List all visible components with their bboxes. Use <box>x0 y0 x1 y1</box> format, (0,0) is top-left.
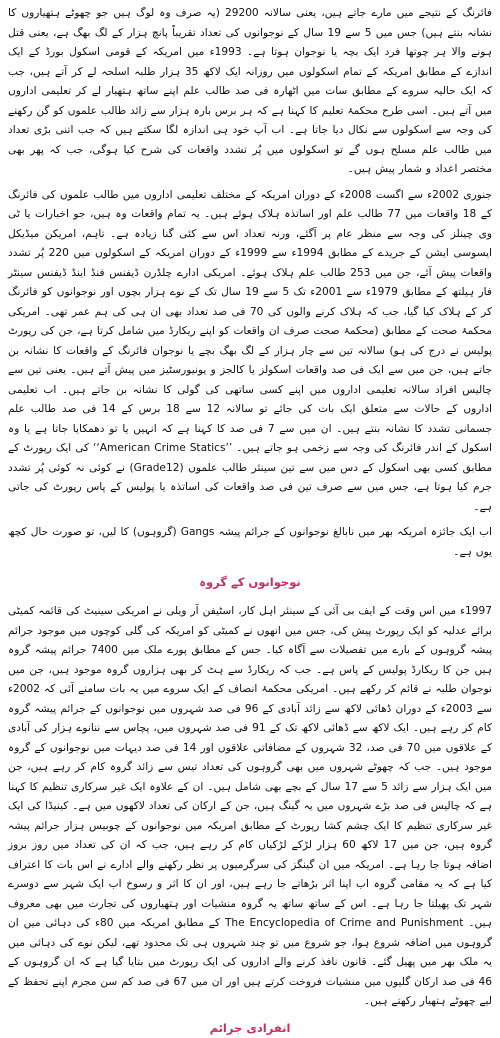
article-paragraph: جنوری 2002ء سے اگست 2008ء کے دوران امریکہ کے مختلف تعلیمی اداروں میں طالب علموں کی فائرنگ کے 18 واقعات میں 77 طالب علم اور اساتذہ ہلاک ہوئے ہیں۔ یہ تمام واقعات وہ ہیں، جو اخبارات یا ٹی وی چینلز کی وجہ سے منظر عام پر آگئے، ورنہ تعداد اس سے کئی گنا زیادہ ہے۔ تاہم، امریکن میڈیکل ایسوسی ایشن کے جریدے کے مطابق 1994ء سے 1999ء کے دوران امریکہ کے اسکولوں میں 220 پُر تشدد واقعات پیش آئے، جن میں 253 طالب علم ہلاک ہوئے۔ امریکی ادارے چلڈرن ڈیفنس فنڈ اینڈ ڈیفنس سینٹر فار ہیلتھ کے مطابق 1979ء سے 2001ء تک 5 سے 19 سال تک کے نوے ہزار بچوں اور نوجوانوں کو فائرنگ کر کے ہلاک کیا گیا، جب کہ ہلاک کرنے والوں کی 70 فی صد تعداد بھی ان ہی کی ہم عمر تھی۔ امریکی محکمۂ صحت کے مطابق (محکمۂ صحت صرف ان واقعات کو اپنے ریکارڈ میں شامل کرتا ہے، جن کی رپورٹ پولیس نے درج کی ہو) سالانہ تین سے چار ہزار کے لگ بھگ بچے یا نوجوان فائرنگ کے واقعات کا نشانہ بن جاتے ہیں، جن میں سے ایک فی صد واقعات اسکولز یا کالجز و یونیورسٹیز میں پیش آتے ہیں۔ یعنی تین سے چالیس افراد سالانہ تعلیمی اداروں میں اپنے کسی ساتھی کی گولی کا نشانہ بن جاتے ہیں۔ اب تعلیمی اداروں کے حالات سے متعلق ایک بات کی جائے تو سالانہ 12 سے 18 برس کے 14 فی صد طالب علم جسمانی تشدد کا نشانہ بنتے ہیں۔ ان میں سے 7 فی صد کا کہنا ہے کہ انہیں یا تو دھمکایا جاتا ہے یا وہ اسکول کے اندر فائرنگ کی وجہ سے زخمی ہو جاتے ہیں۔ ’’American Crime Statics‘‘ کی ایک رپورٹ کے مطابق کسی بھی اسکول کے دس میں سے تین سینئر طالب علموں (Grade12) نے کوئی نہ کوئی پُر تشدد جرم کیا ہوتا ہے، جس میں سے صرف تین فی صد واقعات کی اساتذہ یا پولیس کے پاس رپورٹ کی جاتی ہے۔ <box>8 188 493 513</box>
article-paragraph: 1997ء میں اس وقت کے ایف بی آئی کے سینئر اہل کار، اسٹیفن آر ویلی نے امریکی سینیٹ کی قائمہ کمیٹی برائے عدلیہ کو ایک رپورٹ پیش کی، جس میں انھوں نے کمیٹی کو امریکہ کی گلی کوچوں میں موجود جرائم پیشہ گروہوں کے بارے میں تفصیلات سے آگاہ کیا۔ جس کے مطابق پورے ملک میں 7400 جرائم پیشہ گروہ ہیں جن کا ریکارڈ پولیس کے پاس ہے۔ جب کہ ریکارڈ سے ہٹ کر بھی ہزاروں گروہ موجود ہیں، جن میں نوجوان طلبہ نے قائم کر رکھے ہیں۔ امریکی محکمۂ انصاف کے ایک سروے میں یہ بات سامنے آئی کہ 2002ء سے 2003ء کے دوران ڈھائی لاکھ سے زائد آبادی کے 96 فی صد شہروں میں نوجوانوں کے جرائم پیشہ گروہ کام کر رہے ہیں۔ ایک لاکھ سے ڈھائی لاکھ تک کے 91 فی صد شہروں میں، پچاس سے ننانوے ہزار کی آبادی کے علاقوں میں 70 فی صد، 32 شہروں کے مضافاتی علاقوں اور 14 فی صد دیہات میں نوجوانوں کے گروہ موجود ہیں۔ جب کہ چھوٹے شہروں میں بھی گروہوں کی تعداد تیس سے زائد گروہ کام کر رہے ہیں، جن میں ایک ہزار سے زائد 5 سے 17 سال کے بچے بھی شامل ہیں۔ ان کے علاوہ ایک غیر سرکاری تنظیم کا کہنا ہے کہ چالیس فی صد بڑے شہروں میں یہ گینگ ہیں، جن کے ارکان کی تعداد لاکھوں میں ہے۔ کینیڈا کی ایک غیر سرکاری تنظیم کا ایک چشم کشا رپورٹ کے مطابق امریکہ میں نوجوانوں کے چوبیس ہزار جرائم پیشہ گروہ ہیں، جن میں 17 لاکھ 60 ہزار لڑکے لڑکیاں کام کر رہے ہیں، جب کہ ان کی تعداد میں روز بروز اضافہ ہوتا جا رہا ہے۔ امریکہ میں ان گینگز کی سرگرمیوں پر نظر رکھنے والے ادارے نے اس بات کا اعتراف کیا ہے کہ یہ مقامی گروہ اب اپنا اثر بڑھاتے جا رہے ہیں، اور ان کا اثر و رسوخ اب ایک شہر سے دوسرے شہر تک پھیلتا جا رہا ہے۔ اس کے ساتھ ساتھ یہ گروہ منشیات اور ہتھیاروں کی تجارت میں بھی معروف ہیں۔ The Encyclopedia of Crime and Punishment کے مطابق امریکہ میں 80ء کی دہائی میں ان گروہوں میں اضافہ شروع ہوا، جو شروع میں تو چند شہروں ہی تک محدود تھے، لیکن نوے کی دہائی میں یہ ملک بھر میں پھیل گئے۔ قانون نافذ کرنے والے اداروں کی ایک رپورٹ میں بتایا گیا ہے کہ ان گروہوں کے 46 فی صد ارکان گلیوں میں منشیات فروخت کرتے ہیں اور ان میں 67 فی صد کم سن مجرم اپنے تحفظ کے لیے چھوٹے ہتھیار رکھتے ہیں۔ <box>8 605 493 1007</box>
section-heading-individual-crimes: انفرادی جرائم <box>209 1020 291 1035</box>
article-paragraph: اب ایک جائزہ امریکہ بھر میں نابالغ نوجوانوں کے جرائم پیشہ Gangs (گروہوں) کا لیں، تو صورت حال کچھ یوں ہے۔ <box>8 526 492 558</box>
section-heading: نوجوانوں کے گروہ <box>199 575 301 589</box>
article-paragraph: فائرنگ کے نتیجے میں مارے جاتے ہیں، یعنی سالانہ 29200 (یہ صرف وہ لوگ ہیں جو چھوٹے ہتھیاروں کا نشانہ بنتے ہیں) جس میں 5 سے 19 سال کے نوجوانوں کی تعداد تقریباً پانچ ہزار کے لگ بھگ ہے، یعنی قتل ہونے والا ہر چوتھا فرد ایک بچہ یا نوجوان ہوتا ہے۔ 1993ء میں امریکہ کے قومی اسکول بورڈ کے ایک اندازے کے مطابق امریکہ کے تمام اسکولوں میں روزانہ ایک لاکھ 35 ہزار طلبہ اسلحہ لے کر آتے ہیں، جب کہ ایک حالیہ سروے کے مطابق سات میں اٹھارہ فی صد طالب علم اپنے ساتھ ہتھیار لے کر تعلیمی اداروں میں آتے ہیں۔ اسی طرح محکمۂ تعلیم کا کہنا ہے کہ ہر برس بارہ ہزار سے زائد طالب علموں کو گن رکھنے کی وجہ سے اسکولوں سے نکال دیا جاتا ہے۔ اب آپ خود ہی اندازہ لگا سکتے ہیں کہ جب اتنی بڑی تعداد میں طالب علم مسلح ہوں گے تو اسکولوں میں پُر تشدد واقعات کی شرح کیا ہوگی، جب کہ پھر بھی مختصر اعداد و شمار پیش ہیں۔ <box>8 7 493 175</box>
